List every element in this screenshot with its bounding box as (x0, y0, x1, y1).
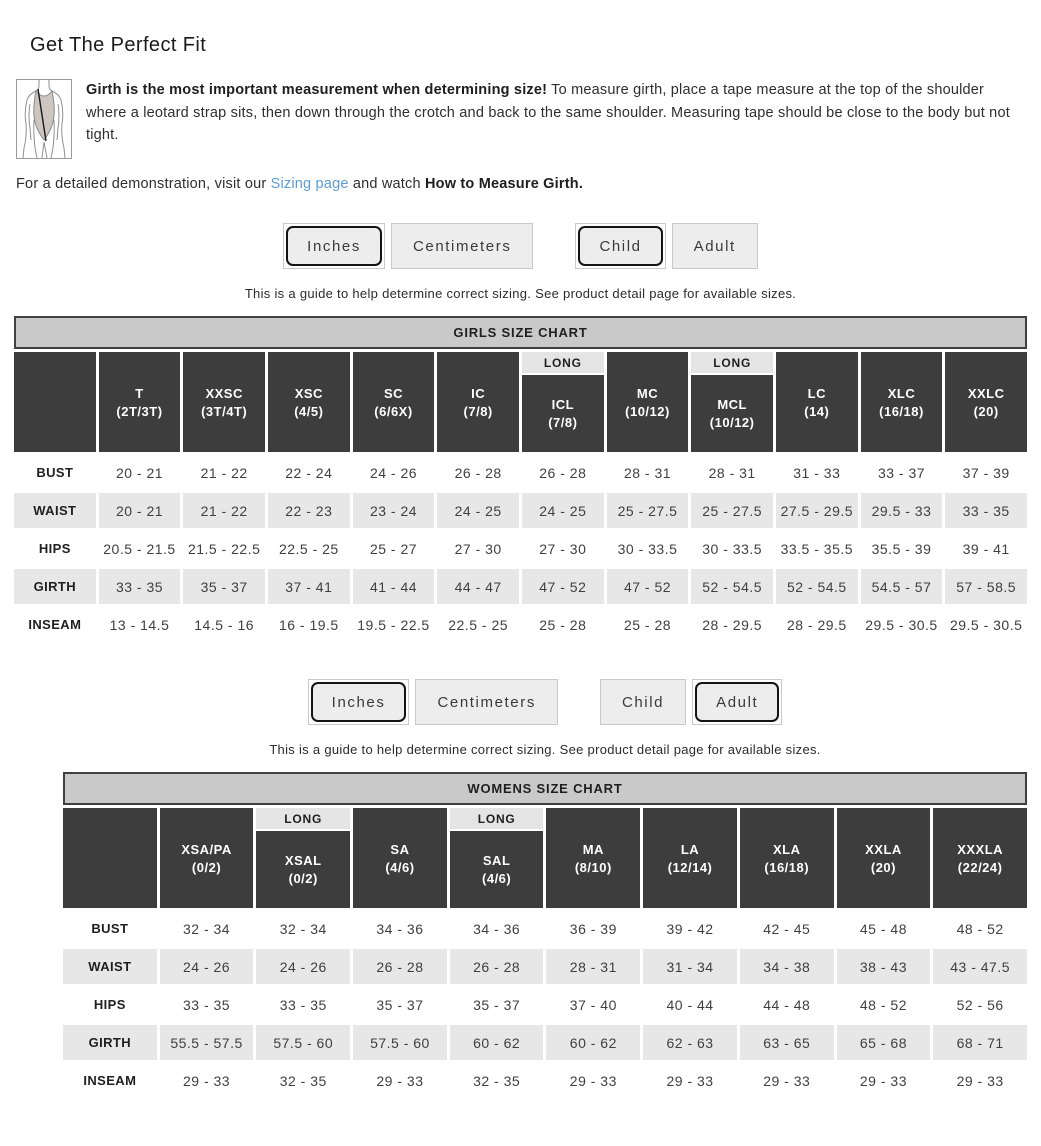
size-cell: 29 - 33 (182, 1072, 231, 1089)
column-name: XXLC (967, 385, 1005, 401)
column-range: (0/2) (288, 871, 318, 886)
sizing-page-link[interactable]: Sizing page (270, 176, 349, 192)
column-range: (4/6) (385, 859, 415, 875)
row-label: WAIST (14, 493, 96, 528)
size-cell: 34 - 36 (473, 920, 521, 937)
girth-intro-rest: To measure girth, place a tape measure at the top of the shoulder where a leotard strap sits, then down through the crotch and back to the same shoulder. Measuring tape should be close to the body but not tight. (86, 82, 1010, 143)
page-title: Get The Perfect Fit (30, 34, 207, 56)
size-cell: 37 - 39 (962, 464, 1010, 481)
size-cell: 25 - 27.5 (607, 493, 689, 528)
size-cell: 35 - 37 (473, 996, 521, 1013)
size-cell: 47 - 52 (607, 569, 689, 604)
girls-toggle-row (14, 223, 1027, 269)
column-name: MA (582, 841, 604, 857)
size-column-header (607, 352, 689, 452)
long-badge: LONG (450, 808, 544, 829)
long-badge: LONG (256, 808, 350, 829)
row-label: GIRTH (63, 1025, 157, 1060)
size-cell: 13 - 14.5 (109, 616, 170, 633)
column-range: (16/18) (879, 403, 924, 419)
size-cell: 29 - 33 (569, 1072, 617, 1089)
column-header-main (437, 352, 519, 452)
column-name: SA (390, 841, 410, 857)
column-range: (3T/4T) (201, 403, 248, 419)
size-cell: 29.5 - 30.5 (865, 616, 938, 633)
size-cell: 26 - 28 (539, 464, 587, 481)
row-label: HIPS (38, 541, 71, 556)
size-cell: 54.5 - 57 (861, 569, 943, 604)
womens-unit-toggle-group (308, 679, 558, 725)
column-header-main (99, 352, 181, 452)
womens-size-chart (63, 772, 1027, 1098)
column-header-main (183, 352, 265, 452)
size-cell: 65 - 68 (837, 1025, 931, 1060)
size-cell: 57.5 - 60 (353, 1025, 447, 1060)
girls-age-toggle-group (575, 223, 757, 269)
size-cell: 44 - 48 (763, 996, 811, 1013)
column-header-main (607, 352, 689, 452)
column-range: (6/6X) (374, 403, 413, 419)
size-column-header (837, 808, 931, 908)
chart-title: WOMENS SIZE CHART (63, 772, 1027, 805)
header-spacer-cell (63, 808, 157, 908)
column-name: XXXLA (957, 841, 1004, 857)
size-cell: 26 - 28 (454, 464, 502, 481)
size-cell: 21 - 22 (200, 464, 248, 481)
size-column-header (256, 808, 350, 908)
row-label: INSEAM (83, 1073, 137, 1088)
column-header-main (268, 352, 350, 452)
column-header-main (740, 808, 834, 908)
size-cell: 35.5 - 39 (871, 540, 932, 557)
size-cell: 35 - 37 (376, 996, 424, 1013)
size-column-header (546, 808, 640, 908)
womens-adult-toggle[interactable]: Adult (695, 682, 779, 722)
size-cell: 32 - 35 (473, 1072, 521, 1089)
column-name: XSA/PA (181, 841, 232, 857)
size-cell: 52 - 54.5 (691, 569, 773, 604)
size-cell: 27.5 - 29.5 (776, 493, 858, 528)
size-column-header (160, 808, 254, 908)
girls-adult-toggle[interactable]: Adult (672, 223, 758, 269)
column-range: (0/2) (191, 859, 222, 875)
size-cell: 22.5 - 25 (278, 540, 339, 557)
size-cell: 68 - 71 (933, 1025, 1027, 1060)
column-name: T (135, 385, 144, 401)
size-cell: 26 - 28 (353, 949, 447, 984)
size-cell: 40 - 44 (666, 996, 714, 1013)
size-cell: 29.5 - 30.5 (949, 616, 1023, 633)
size-column-header (450, 808, 544, 908)
row-label: BUST (91, 921, 129, 936)
size-cell: 20 - 21 (115, 464, 164, 481)
girls-inches-selected-frame (283, 223, 385, 269)
column-name: MC (636, 385, 659, 401)
column-range: (4/6) (482, 871, 512, 886)
size-column-header (522, 352, 604, 452)
chart-title: GIRLS SIZE CHART (14, 316, 1027, 349)
column-range: (20) (973, 403, 999, 419)
column-name: ICL (551, 397, 575, 412)
size-cell: 21 - 22 (183, 493, 265, 528)
size-cell: 31 - 33 (793, 464, 841, 481)
column-header-main (546, 808, 640, 908)
size-cell: 52 - 54.5 (776, 569, 858, 604)
column-name: XLC (887, 385, 916, 401)
column-header-main (861, 352, 943, 452)
header-spacer-fill (63, 808, 157, 908)
size-cell: 21.5 - 22.5 (187, 540, 261, 557)
size-cell: 52 - 56 (956, 996, 1004, 1013)
column-name: XLA (772, 841, 801, 857)
size-cell: 20 - 21 (99, 493, 181, 528)
column-name: XSAL (284, 853, 322, 868)
size-cell: 22 - 23 (268, 493, 350, 528)
size-column-header (268, 352, 350, 452)
size-cell: 31 - 34 (643, 949, 737, 984)
size-cell: 22 - 24 (285, 464, 333, 481)
demo-line (16, 176, 1025, 192)
size-cell: 24 - 26 (369, 464, 418, 481)
size-cell: 35 - 37 (183, 569, 265, 604)
size-cell: 32 - 35 (279, 1072, 327, 1089)
womens-adult-selected-frame (692, 679, 782, 725)
column-header-main (256, 831, 350, 908)
girls-sizing-note: This is a guide to help determine correct sizing. See product detail page for available sizes. (244, 286, 797, 301)
column-header-main (776, 352, 858, 452)
size-column-header (861, 352, 943, 452)
womens-sizing-note: This is a guide to help determine correct sizing. See product detail page for available sizes. (269, 742, 821, 757)
column-range: (12/14) (667, 859, 713, 875)
size-cell: 20.5 - 21.5 (103, 540, 176, 557)
size-column-header (99, 352, 181, 452)
womens-inches-toggle[interactable]: Inches (311, 682, 407, 722)
column-name: IC (471, 385, 486, 401)
size-cell: 34 - 36 (376, 920, 424, 937)
size-cell: 48 - 52 (859, 996, 907, 1013)
size-cell: 60 - 62 (450, 1025, 544, 1060)
header-spacer-fill (14, 352, 96, 452)
size-cell: 29 - 33 (666, 1072, 714, 1089)
column-range: (20) (870, 859, 896, 875)
size-column-header (933, 808, 1027, 908)
column-range: (14) (804, 403, 830, 419)
leotard-girth-diagram-icon (17, 80, 71, 158)
size-cell: 32 - 34 (182, 920, 231, 937)
size-cell: 44 - 47 (437, 569, 519, 604)
column-header-main (353, 808, 447, 908)
size-cell: 60 - 62 (546, 1025, 640, 1060)
column-range: (22/24) (957, 859, 1003, 875)
womens-inches-selected-frame (308, 679, 410, 725)
column-header-main (837, 808, 931, 908)
size-column-header (353, 808, 447, 908)
column-name: XXSC (205, 385, 243, 401)
girls-section (14, 223, 1027, 642)
size-cell: 23 - 24 (353, 493, 435, 528)
demo-prefix: For a detailed demonstration, visit our (16, 176, 271, 192)
size-cell: 19.5 - 22.5 (357, 616, 430, 633)
size-column-header (691, 352, 773, 452)
womens-section (63, 679, 1027, 1098)
size-cell: 45 - 48 (859, 920, 907, 937)
size-cell: 48 - 52 (956, 920, 1004, 937)
size-cell: 24 - 26 (160, 949, 254, 984)
size-column-header (183, 352, 265, 452)
womens-age-toggle-group (600, 679, 782, 725)
column-name: LC (807, 385, 826, 401)
size-cell: 24 - 25 (437, 493, 519, 528)
size-cell: 57 - 58.5 (945, 569, 1027, 604)
column-range: (16/18) (764, 859, 810, 875)
size-cell: 39 - 42 (666, 920, 714, 937)
size-cell: 14.5 - 16 (194, 616, 255, 633)
size-cell: 24 - 25 (522, 493, 604, 528)
size-cell: 16 - 19.5 (278, 616, 339, 633)
size-cell: 55.5 - 57.5 (160, 1025, 254, 1060)
column-range: (7/8) (548, 415, 578, 430)
size-cell: 25 - 27 (369, 540, 418, 557)
size-column-header (945, 352, 1027, 452)
column-range: (4/5) (294, 403, 324, 419)
size-cell: 27 - 30 (539, 540, 587, 557)
size-cell: 24 - 26 (256, 949, 350, 984)
column-header-main (933, 808, 1027, 908)
size-column-header (353, 352, 435, 452)
size-cell: 27 - 30 (454, 540, 502, 557)
column-header-main (945, 352, 1027, 452)
size-cell: 36 - 39 (569, 920, 617, 937)
row-label: INSEAM (28, 617, 82, 632)
size-cell: 29 - 33 (376, 1072, 424, 1089)
size-cell: 57.5 - 60 (256, 1025, 350, 1060)
size-cell: 32 - 34 (279, 920, 327, 937)
size-cell: 34 - 38 (740, 949, 834, 984)
size-cell: 38 - 43 (837, 949, 931, 984)
leotard-figure-image (16, 79, 72, 159)
long-badge: LONG (522, 352, 604, 373)
size-cell: 28 - 31 (708, 464, 756, 481)
girth-intro-bold: Girth is the most important measurement when determining size! (86, 82, 548, 98)
header-spacer-cell (14, 352, 96, 452)
row-label: HIPS (93, 997, 126, 1012)
size-cell: 25 - 27.5 (691, 493, 773, 528)
size-column-header (437, 352, 519, 452)
column-header-main (691, 375, 773, 452)
column-name: XSC (294, 385, 323, 401)
size-cell: 29.5 - 33 (861, 493, 943, 528)
column-name: SAL (482, 853, 511, 868)
size-cell: 42 - 45 (763, 920, 811, 937)
long-badge: LONG (691, 352, 773, 373)
size-column-header (776, 352, 858, 452)
size-cell: 62 - 63 (643, 1025, 737, 1060)
size-cell: 25 - 28 (539, 616, 587, 633)
column-range: (10/12) (625, 403, 670, 419)
column-header-main (450, 831, 544, 908)
column-name: SC (383, 385, 404, 401)
column-range: (8/10) (574, 859, 612, 875)
size-cell: 29 - 33 (763, 1072, 811, 1089)
womens-centimeters-toggle[interactable]: Centimeters (415, 679, 557, 725)
size-cell: 28 - 31 (623, 464, 672, 481)
column-name: LA (680, 841, 700, 857)
womens-toggle-row (63, 679, 1027, 725)
girls-child-toggle[interactable]: Child (578, 226, 662, 266)
size-cell: 28 - 31 (546, 949, 640, 984)
size-cell: 63 - 65 (740, 1025, 834, 1060)
size-column-header (740, 808, 834, 908)
girth-intro-text (86, 79, 1025, 159)
column-header-main (522, 375, 604, 452)
size-cell: 33 - 35 (279, 996, 327, 1013)
size-cell: 33 - 37 (877, 464, 926, 481)
girls-unit-toggle-group (283, 223, 533, 269)
size-cell: 26 - 28 (450, 949, 544, 984)
size-cell: 43 - 47.5 (933, 949, 1027, 984)
girth-intro-section (16, 79, 1025, 159)
size-column-header (643, 808, 737, 908)
size-cell: 29 - 33 (956, 1072, 1004, 1089)
size-cell: 22.5 - 25 (448, 616, 509, 633)
size-cell: 28 - 29.5 (786, 616, 847, 633)
girls-child-selected-frame (575, 223, 665, 269)
column-header-main (643, 808, 737, 908)
row-label: BUST (36, 465, 74, 480)
size-cell: 30 - 33.5 (702, 540, 763, 557)
girls-size-chart (14, 316, 1027, 642)
column-header-main (160, 808, 254, 908)
girls-centimeters-toggle[interactable]: Centimeters (391, 223, 533, 269)
demo-bold: How to Measure Girth. (424, 176, 584, 192)
size-cell: 30 - 33.5 (617, 540, 678, 557)
size-cell: 29 - 33 (859, 1072, 907, 1089)
size-cell: 47 - 52 (522, 569, 604, 604)
demo-middle: and watch (348, 176, 425, 192)
size-cell: 41 - 44 (353, 569, 435, 604)
size-cell: 37 - 40 (569, 996, 617, 1013)
size-cell: 25 - 28 (623, 616, 672, 633)
size-cell: 39 - 41 (962, 540, 1010, 557)
column-name: XXLA (865, 841, 902, 857)
size-cell: 33.5 - 35.5 (780, 540, 854, 557)
row-label: WAIST (63, 949, 157, 984)
size-cell: 28 - 29.5 (702, 616, 763, 633)
column-range: (7/8) (463, 403, 493, 419)
girls-inches-toggle[interactable]: Inches (286, 226, 382, 266)
column-header-main (353, 352, 435, 452)
size-cell: 33 - 35 (182, 996, 231, 1013)
column-range: (2T/3T) (116, 403, 163, 419)
womens-child-toggle[interactable]: Child (600, 679, 686, 725)
row-label: GIRTH (14, 569, 96, 604)
size-cell: 33 - 35 (99, 569, 181, 604)
size-cell: 33 - 35 (945, 493, 1027, 528)
column-name: MCL (717, 397, 747, 412)
size-cell: 37 - 41 (268, 569, 350, 604)
column-range: (10/12) (709, 415, 755, 430)
